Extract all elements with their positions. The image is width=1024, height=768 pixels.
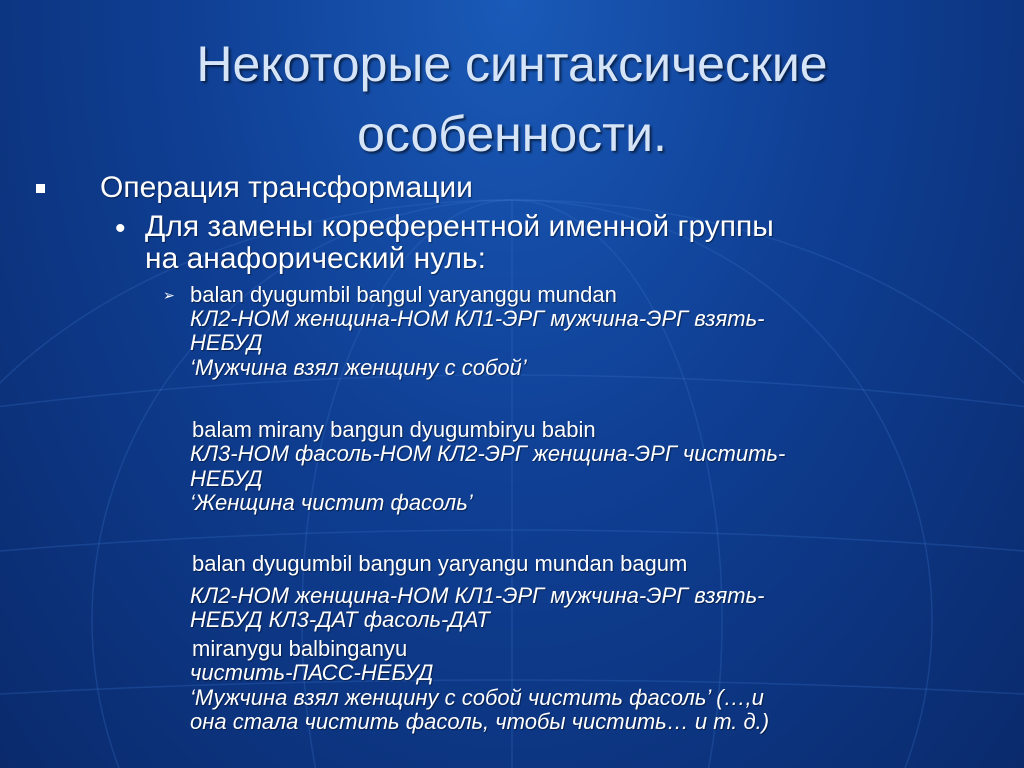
bullet-level2-line-2: на анафорический нуль: [145, 242, 487, 275]
example3-translation-line-2: она стала чистить фасоль, чтобы чистить… и т. д.) [190, 709, 770, 734]
example1-gloss-line-1: КЛ2-НОМ женщина-НОМ КЛ1-ЭРГ мужчина-ЭРГ взять- [190, 306, 765, 331]
example3-gloss-line-2: НЕБУД КЛ3-ДАТ фасоль-ДАТ [190, 607, 490, 632]
example3-translation-line-1: ‘Мужчина взял женщину с собой чистить фасоль’ (…,и [190, 685, 764, 710]
example3-source-line-2: miranygu balbinganyu [192, 636, 408, 661]
example2-source: balam mirany baŋgun dyugumbiryu babin [192, 417, 596, 442]
example2-gloss-line-1: КЛ3-НОМ фасоль-НОМ КЛ2-ЭРГ женщина-ЭРГ чистить- [190, 441, 786, 466]
slide-title-line-1: Некоторые синтаксические [196, 36, 828, 92]
example2-translation: ‘Женщина чистит фасоль’ [190, 490, 473, 515]
round-bullet-icon: • [115, 212, 126, 245]
bullet-level1-text: Операция трансформации [100, 171, 473, 204]
example3-source-line-1: balan dyugumbil baŋgun yaryangu mundan bagum [192, 551, 688, 576]
example3-gloss-line-3: чистить-ПАСС-НЕБУД [190, 660, 434, 685]
arrow-bullet-icon: ➢ [163, 287, 175, 303]
bullet-level2-line-1: Для замены кореферентной именной группы [145, 210, 774, 243]
example1-gloss-line-2: НЕБУД [190, 330, 263, 355]
example2-gloss-line-2: НЕБУД [190, 466, 263, 491]
slide-title-line-2: особенности. [357, 106, 667, 162]
square-bullet-icon [36, 184, 45, 193]
example1-source: balan dyugumbil baŋgul yaryanggu mundan [190, 282, 617, 307]
example3-gloss-line-1: КЛ2-НОМ женщина-НОМ КЛ1-ЭРГ мужчина-ЭРГ взять- [190, 583, 765, 608]
example1-translation: ‘Мужчина взял женщину с собой’ [190, 355, 527, 380]
